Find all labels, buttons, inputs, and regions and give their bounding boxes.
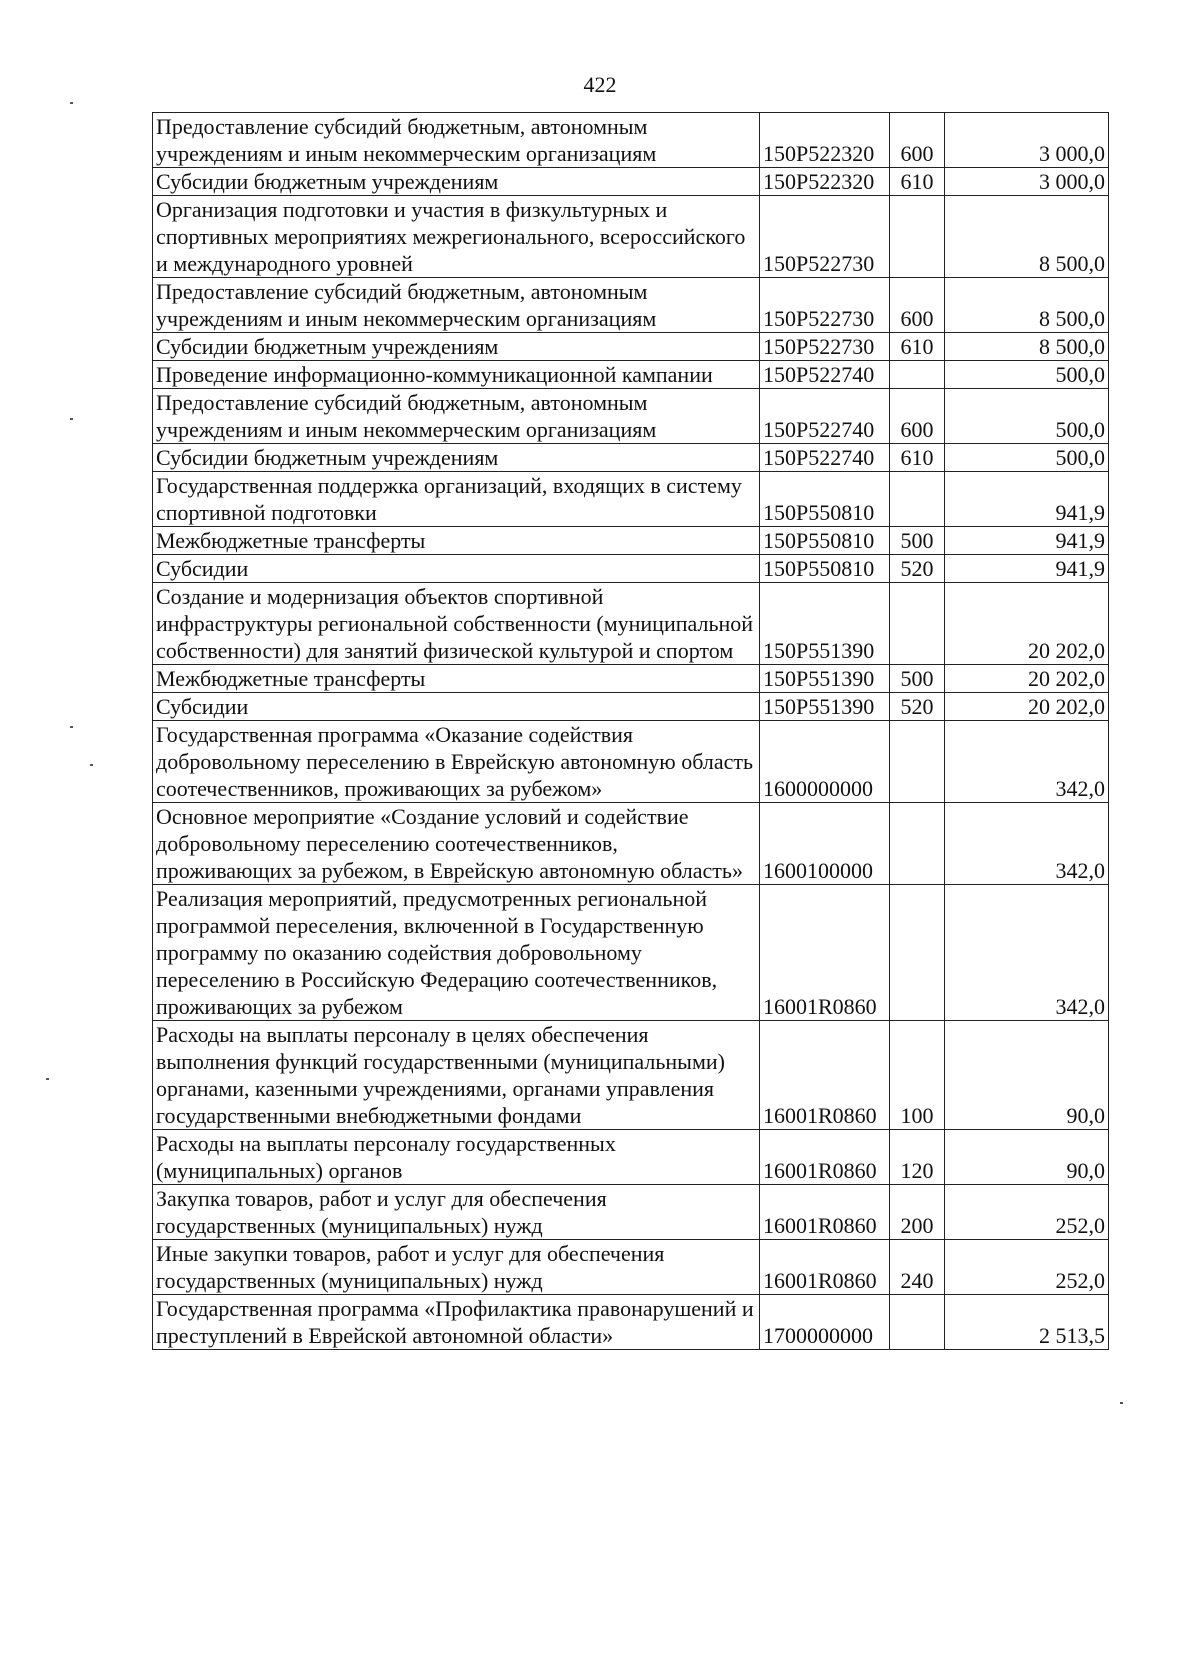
table-row <box>153 665 1109 693</box>
row-vr-cell: 600 <box>890 113 945 168</box>
row-name-cell: Субсидии бюджетным учреждениям <box>153 333 760 361</box>
row-name-cell: Организация подготовки и участия в физкультурных и спортивных мероприятиях межрегионального, всероссийского и международного уровней <box>153 196 760 278</box>
table-row <box>153 527 1109 555</box>
row-csr-cell: 16001R0860 <box>760 1185 890 1240</box>
row-name-cell: Расходы на выплаты персоналу государственных (муниципальных) органов <box>153 1130 760 1185</box>
table-row <box>153 803 1109 885</box>
row-vr-cell: 500 <box>890 665 945 693</box>
row-name-cell: Реализация мероприятий, предусмотренных региональной программой переселения, включенной в Государственную программу по оказанию содействия добровольному переселению в Российскую Федерацию соотечественников, проживающих за рубежом <box>153 885 760 1021</box>
table-row <box>153 389 1109 444</box>
row-csr-cell: 150P522740 <box>760 361 890 389</box>
row-vr-cell: 200 <box>890 1185 945 1240</box>
row-csr-cell: 16001R0860 <box>760 1130 890 1185</box>
row-vr-cell: 240 <box>890 1240 945 1295</box>
page-number: 422 <box>583 72 617 97</box>
row-csr-cell: 150P551390 <box>760 665 890 693</box>
row-name-cell: Иные закупки товаров, работ и услуг для обеспечения государственных (муниципальных) нужд <box>153 1240 760 1295</box>
row-sum-cell: 20 202,0 <box>945 693 1109 721</box>
row-vr-cell: 610 <box>890 444 945 472</box>
budget-table <box>152 112 1109 1350</box>
row-vr-cell <box>890 885 945 1021</box>
row-csr-cell: 16001R0860 <box>760 1240 890 1295</box>
row-csr-cell: 150P522320 <box>760 168 890 196</box>
scan-speck <box>1120 1402 1123 1404</box>
row-sum-cell: 3 000,0 <box>945 168 1109 196</box>
row-csr-cell: 16001R0860 <box>760 1021 890 1130</box>
row-name-cell: Государственная программа «Оказание содействия добровольному переселению в Еврейскую автономную область соотечественников, проживающих за рубежом» <box>153 721 760 803</box>
scan-speck <box>70 102 73 104</box>
row-vr-cell: 600 <box>890 389 945 444</box>
scan-speck <box>46 1078 49 1080</box>
table-row <box>153 693 1109 721</box>
table-row <box>153 196 1109 278</box>
budget-table-body <box>153 113 1109 1350</box>
row-csr-cell: 1600100000 <box>760 803 890 885</box>
row-csr-cell: 150P551390 <box>760 693 890 721</box>
row-vr-cell <box>890 803 945 885</box>
row-sum-cell: 252,0 <box>945 1185 1109 1240</box>
table-row <box>153 168 1109 196</box>
row-name-cell: Предоставление субсидий бюджетным, автономным учреждениям и иным некоммерческим организациям <box>153 389 760 444</box>
row-sum-cell: 500,0 <box>945 444 1109 472</box>
row-vr-cell: 610 <box>890 168 945 196</box>
row-sum-cell: 941,9 <box>945 555 1109 583</box>
row-vr-cell: 120 <box>890 1130 945 1185</box>
row-vr-cell <box>890 721 945 803</box>
table-row <box>153 555 1109 583</box>
row-name-cell: Создание и модернизация объектов спортивной инфраструктуры региональной собственности (муниципальной собственности) для занятий физической культурой и спортом <box>153 583 760 665</box>
row-sum-cell: 342,0 <box>945 803 1109 885</box>
row-csr-cell: 150P522320 <box>760 113 890 168</box>
row-csr-cell: 150P522730 <box>760 278 890 333</box>
row-name-cell: Субсидии <box>153 555 760 583</box>
row-vr-cell: 500 <box>890 527 945 555</box>
row-name-cell: Государственная поддержка организаций, входящих в систему спортивной подготовки <box>153 472 760 527</box>
table-row <box>153 361 1109 389</box>
row-name-cell: Субсидии бюджетным учреждениям <box>153 444 760 472</box>
row-sum-cell: 3 000,0 <box>945 113 1109 168</box>
row-sum-cell: 342,0 <box>945 721 1109 803</box>
row-sum-cell: 20 202,0 <box>945 665 1109 693</box>
table-row <box>153 583 1109 665</box>
table-row <box>153 333 1109 361</box>
row-name-cell: Субсидии <box>153 693 760 721</box>
row-csr-cell: 150P550810 <box>760 527 890 555</box>
row-name-cell: Закупка товаров, работ и услуг для обеспечения государственных (муниципальных) нужд <box>153 1185 760 1240</box>
row-name-cell: Межбюджетные трансферты <box>153 665 760 693</box>
table-row <box>153 1021 1109 1130</box>
row-name-cell: Межбюджетные трансферты <box>153 527 760 555</box>
row-vr-cell: 600 <box>890 278 945 333</box>
row-vr-cell: 520 <box>890 693 945 721</box>
table-row <box>153 1295 1109 1350</box>
row-name-cell: Государственная программа «Профилактика правонарушений и преступлений в Еврейской автономной области» <box>153 1295 760 1350</box>
row-csr-cell: 150P551390 <box>760 583 890 665</box>
row-name-cell: Субсидии бюджетным учреждениям <box>153 168 760 196</box>
row-csr-cell: 150P550810 <box>760 555 890 583</box>
table-row <box>153 278 1109 333</box>
table-row <box>153 113 1109 168</box>
row-sum-cell: 90,0 <box>945 1130 1109 1185</box>
row-name-cell: Предоставление субсидий бюджетным, автономным учреждениям и иным некоммерческим организациям <box>153 278 760 333</box>
row-name-cell: Предоставление субсидий бюджетным, автономным учреждениям и иным некоммерческим организациям <box>153 113 760 168</box>
row-sum-cell: 90,0 <box>945 1021 1109 1130</box>
row-vr-cell: 610 <box>890 333 945 361</box>
table-row <box>153 1130 1109 1185</box>
row-sum-cell: 342,0 <box>945 885 1109 1021</box>
row-csr-cell: 150P522740 <box>760 444 890 472</box>
scan-speck <box>90 764 93 766</box>
row-sum-cell: 20 202,0 <box>945 583 1109 665</box>
table-row <box>153 472 1109 527</box>
row-vr-cell <box>890 196 945 278</box>
table-row <box>153 1240 1109 1295</box>
table-row <box>153 721 1109 803</box>
row-sum-cell: 8 500,0 <box>945 278 1109 333</box>
row-sum-cell: 941,9 <box>945 527 1109 555</box>
row-csr-cell: 1700000000 <box>760 1295 890 1350</box>
row-vr-cell <box>890 1295 945 1350</box>
row-sum-cell: 941,9 <box>945 472 1109 527</box>
table-row <box>153 885 1109 1021</box>
table-row <box>153 444 1109 472</box>
row-vr-cell <box>890 361 945 389</box>
row-name-cell: Основное мероприятие «Создание условий и содействие добровольному переселению соотечественников, проживающих за рубежом, в Еврейскую автономную область» <box>153 803 760 885</box>
row-sum-cell: 500,0 <box>945 361 1109 389</box>
row-vr-cell <box>890 472 945 527</box>
row-name-cell: Расходы на выплаты персоналу в целях обеспечения выполнения функций государственными (муниципальными) органами, казенными учреждениями, органами управления государственными внебюджетными фондами <box>153 1021 760 1130</box>
row-csr-cell: 150P522730 <box>760 196 890 278</box>
row-vr-cell <box>890 583 945 665</box>
row-sum-cell: 252,0 <box>945 1240 1109 1295</box>
row-name-cell: Проведение информационно-коммуникационной кампании <box>153 361 760 389</box>
row-csr-cell: 16001R0860 <box>760 885 890 1021</box>
row-sum-cell: 500,0 <box>945 389 1109 444</box>
row-csr-cell: 150P522730 <box>760 333 890 361</box>
row-vr-cell: 100 <box>890 1021 945 1130</box>
row-csr-cell: 150P550810 <box>760 472 890 527</box>
scan-speck <box>70 418 73 420</box>
row-sum-cell: 8 500,0 <box>945 196 1109 278</box>
table-row <box>153 1185 1109 1240</box>
row-sum-cell: 8 500,0 <box>945 333 1109 361</box>
scan-speck <box>70 726 73 728</box>
row-csr-cell: 150P522740 <box>760 389 890 444</box>
row-vr-cell: 520 <box>890 555 945 583</box>
row-csr-cell: 1600000000 <box>760 721 890 803</box>
row-sum-cell: 2 513,5 <box>945 1295 1109 1350</box>
